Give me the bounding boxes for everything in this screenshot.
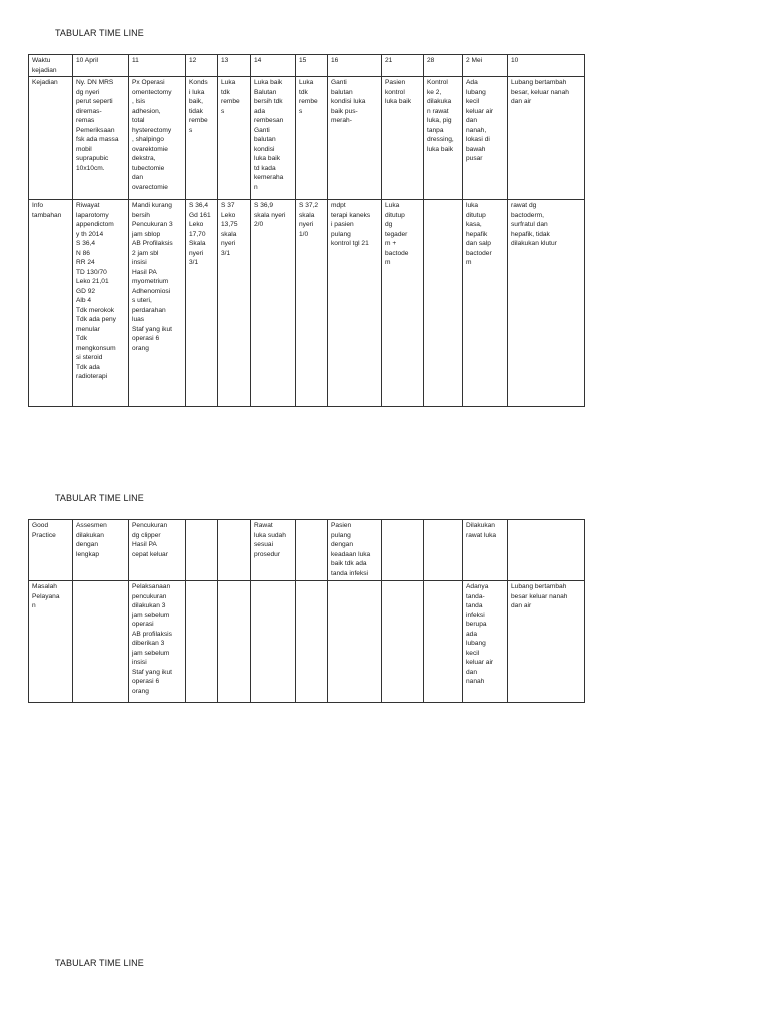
table-cell: Pencukuran dg clipper Hasil PA cepat keluar [129, 520, 186, 581]
header-cell: 11 [129, 55, 186, 77]
table-cell: Luka tdk rembe s [296, 77, 328, 200]
table-cell: S 36,4 Gd 161 Leko 17,70 Skala nyeri 3/1 [186, 200, 218, 407]
row-label-cell: Good Practice [29, 520, 73, 581]
table-cell: Luka ditutup dg tegader m + bactode m [382, 200, 424, 407]
table-cell: Riwayat laparotomy appendictom y th 2014 S 36,4 N 86 RR 24 TD 130/70 Leko 21,01 GD 92 Alb 4 Tdk merokok Tdk ada peny menular Tdk mengkonsum si steroid Tdk ada radioterapi [73, 200, 129, 407]
header-cell: Waktu kejadian [29, 55, 73, 77]
table-cell [73, 581, 129, 703]
header-cell: 12 [186, 55, 218, 77]
row-label-cell: Masalah Pelayana n [29, 581, 73, 703]
table-row-good-practice [29, 520, 585, 581]
table-cell: S 36,9 skala nyeri 2/0 [251, 200, 296, 407]
table-cell: Konds i luka baik, tidak rembe s [186, 77, 218, 200]
table-cell [424, 200, 463, 407]
table-header-row [29, 55, 585, 77]
table-cell: Adanya tanda- tanda infeksi berupa ada lubang kecil keluar air dan nanah [463, 581, 508, 703]
page-title-2: TABULAR TIME LINE [55, 493, 144, 503]
table-cell: Kontrol ke 2, dilakuka n rawat luka, pig tanpa dressing, luka baik [424, 77, 463, 200]
table-cell [218, 581, 251, 703]
header-cell: 2 Mei [463, 55, 508, 77]
table-cell: Lubang bertambah besar keluar nanah dan air [508, 581, 585, 703]
header-cell: 14 [251, 55, 296, 77]
table-cell: Pasien kontrol luka baik [382, 77, 424, 200]
table-cell: Luka tdk rembe s [218, 77, 251, 200]
table-row-kejadian [29, 77, 585, 200]
table-cell: rawat dg bactoderm, surfratul dan hepafik, tidak dilakukan klutur [508, 200, 585, 407]
header-cell: 10 April [73, 55, 129, 77]
table-cell [382, 520, 424, 581]
table-cell: Rawat luka sudah sesuai prosedur [251, 520, 296, 581]
table-cell: Ganti balutan kondisi luka baik pus- merah- [328, 77, 382, 200]
table-cell: Dilakukan rawat luka [463, 520, 508, 581]
table-row-info-tambahan [29, 200, 585, 407]
header-cell: 13 [218, 55, 251, 77]
table-cell: S 37,2 skala nyeri 1/0 [296, 200, 328, 407]
table-cell: luka ditutup kasa, hepafik dan salp bactoder m [463, 200, 508, 407]
table-cell [508, 520, 585, 581]
table-cell: mdpt terapi kaneks i pasien pulang kontrol tgl 21 [328, 200, 382, 407]
table-cell: Mandi kurang bersih Pencukuran 3 jam sblop AB Profilaksis 2 jam sbl insisi Hasil PA myometrium Adhenomiosi s uteri, perdarahan luas Staf yang ikut operasi 6 orang [129, 200, 186, 407]
table-cell [328, 581, 382, 703]
row-label-cell: Kejadian [29, 77, 73, 200]
timeline-table-practice [28, 519, 585, 703]
page-title-1: TABULAR TIME LINE [55, 28, 144, 38]
header-cell: 21 [382, 55, 424, 77]
table-cell [186, 520, 218, 581]
table-cell: Pelaksanaan pencukuran dilakukan 3 jam sebelum operasi AB profilaksis diberikan 3 jam sebelum insisi Staf yang ikut operasi 6 orang [129, 581, 186, 703]
table-cell: Luka baik Balutan bersih tdk ada rembesan Ganti balutan kondisi luka baik td kada kemeraha n [251, 77, 296, 200]
table-cell [296, 520, 328, 581]
table-cell: Px Operasi omentectomy , lsis adhesion, total hysterectomy , shalpingo ovarektomie dekstra, tubectomie dan ovarectomie [129, 77, 186, 200]
table-cell [218, 520, 251, 581]
table-cell: Ny. DN MRS dg nyeri perut seperti diremas- remas Pemeriksaan fsk ada massa mobil suprapubic 10x10cm. [73, 77, 129, 200]
table-cell [424, 520, 463, 581]
header-cell: 28 [424, 55, 463, 77]
header-cell: 15 [296, 55, 328, 77]
table-cell [424, 581, 463, 703]
table-cell [296, 581, 328, 703]
table-cell: Assesmen dilakukan dengan lengkap [73, 520, 129, 581]
header-cell: 16 [328, 55, 382, 77]
table-cell [382, 581, 424, 703]
table-cell [251, 581, 296, 703]
timeline-table-events [28, 54, 585, 407]
table-cell: S 37 Leko 13,75 skala nyeri 3/1 [218, 200, 251, 407]
table-cell: Pasien pulang dengan keadaan luka baik tdk ada tanda infeksi [328, 520, 382, 581]
table-cell: Ada lubang kecil keluar air dan nanah, lokasi di bawah pusar [463, 77, 508, 200]
page-title-3: TABULAR TIME LINE [55, 958, 144, 968]
table-cell: Lubang bertambah besar, keluar nanah dan air [508, 77, 585, 200]
header-cell: 10 [508, 55, 585, 77]
table-row-masalah-pelayanan [29, 581, 585, 703]
table-cell [186, 581, 218, 703]
row-label-cell: Info tambahan [29, 200, 73, 407]
